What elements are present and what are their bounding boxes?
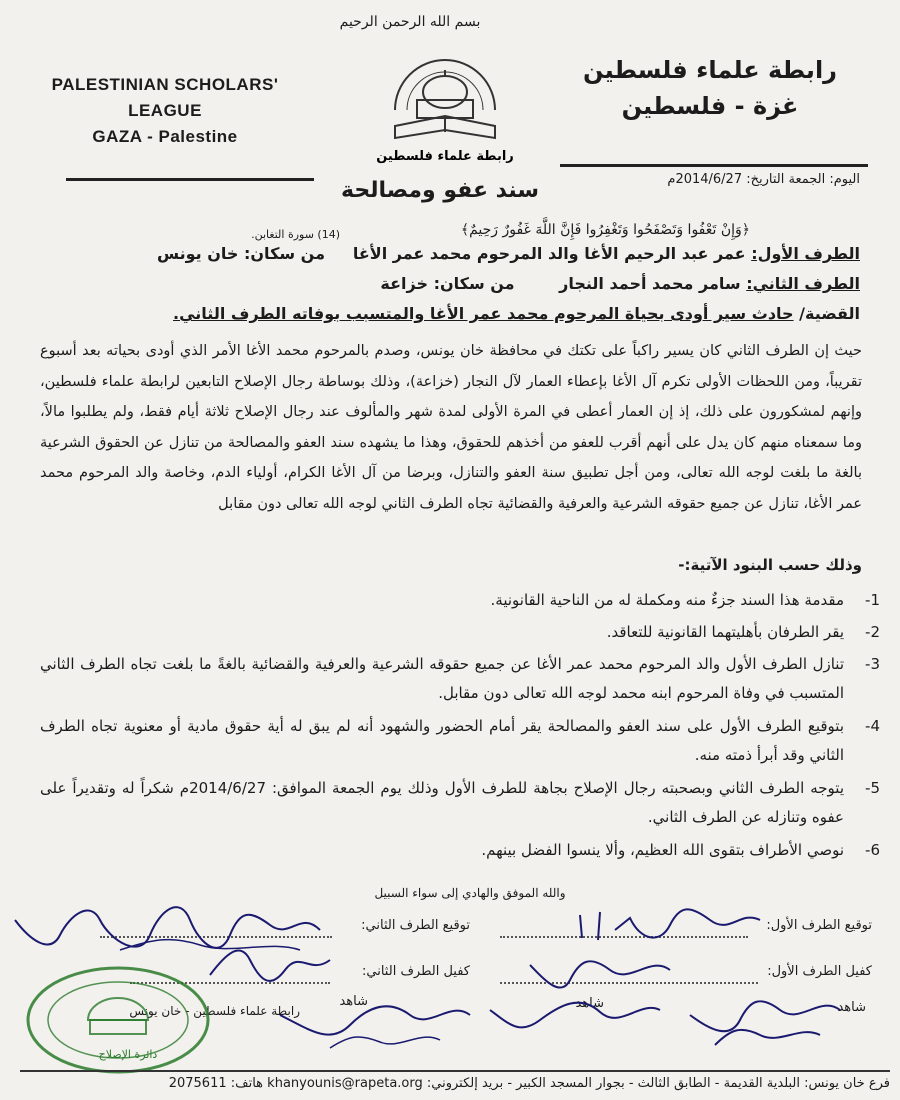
clause-text: نوصي الأطراف بتقوى الله العظيم، وألا ينسوا الفضل بينهم.	[481, 841, 844, 859]
document-date: اليوم: الجمعة التاريخ: 2014/6/27م	[667, 172, 860, 187]
document-title: سند عفو ومصالحة	[341, 178, 539, 203]
clause-number: 2-	[865, 623, 880, 641]
arabic-letterhead-line2: غزة - فلسطين	[621, 92, 799, 120]
clauses-heading: وذلك حسب البنود الآتية:-	[678, 556, 862, 574]
arabic-letterhead	[560, 52, 860, 124]
second-guarantor-label: كفيل الطرف الثاني:	[362, 964, 470, 979]
second-guarantor-signature	[200, 945, 340, 985]
clause-item	[40, 586, 880, 618]
english-letterhead-line1: PALESTINIAN SCHOLARS'	[51, 75, 279, 94]
verse-reference: (14) سورة التغابن.	[251, 228, 340, 241]
english-letterhead-line2: LEAGUE	[128, 101, 202, 120]
header-rule-right	[560, 164, 868, 167]
body-paragraph-text: حيث إن الطرف الثاني كان يسير راكباً على تكتك في محافظة خان يونس، وصدم بالمرحوم محمد الأغا الأمر الذي أودى بحياته بعد أسبوع تقريباً، ومن اللحظات الأولى تكرم آل الأغا بإعطاء العمار لآل النجار (خزاعة)، وذلك بوساطة رجال الإصلاح التابعين لرابطة علماء فلسطين، وإنهم لمشكورون على ذلك، إذ إن العمار أعطى في المرة الأولى لمدة شهر والمألوف عند رجال الإصلاح ثلاثة أيام فقط، ولم يطلبوا مالاً، وما سمعناه منهم كان يدل على أنهم أقرب للعفو من أخذهم للحقوق، وهذا ما يشهده سند العفو والمصالحة من تنازل عن الحقوق الشرعية بالغة ما بلغت لوجه الله تعالى، ومن أجل تطبيق سنة العفو والتنازل، وبرضا من آل الأغا الكرام، أولياء الدم، وخاصة والد المرحوم محمد عمر الأغا، تنازل عن جميع حقوقه الشرعية والعرفية والقضائية تجاه الطرف الثاني لوجه الله تعالى دون مقابل	[40, 343, 862, 512]
league-logo	[355, 40, 535, 170]
first-party-signature-label: توقيع الطرف الأول:	[766, 918, 872, 933]
clause-number: 1-	[865, 591, 880, 609]
english-letterhead	[40, 72, 290, 150]
clause-number: 3-	[865, 655, 880, 673]
stamp-caption: دائرة الإصلاح	[98, 1048, 158, 1061]
footer-address: فرع خان يونس: البلدية القديمة - الطابق الثالث - بجوار المسجد الكبير - بريد إلكتروني: khanyounis@rapeta.org هاتف: 2075611	[20, 1070, 890, 1091]
header-rule-left	[66, 178, 314, 181]
witness-signatures	[260, 990, 860, 1060]
second-party-residence: من سكان: خزاعة	[380, 274, 515, 293]
clause-text: يقر الطرفان بأهليتهما القانونية للتعاقد.	[606, 623, 844, 641]
first-guarantor-signature	[510, 950, 680, 990]
arabic-letterhead-line1: رابطة علماء فلسطين	[583, 56, 837, 84]
case-description: حادث سير أودى بحياة المرحوم محمد عمر الأغا والمتسبب بوفاته الطرف الثاني.	[173, 304, 794, 323]
witness-label: شاهد	[837, 1000, 866, 1015]
league-label: رابطة علماء فلسطين - خان يونس	[129, 1004, 300, 1018]
clause-text: مقدمة هذا السند جزءٌ منه ومكملة له من الناحية القانونية.	[490, 591, 844, 609]
league-stamp	[18, 960, 218, 1080]
first-guarantor-label: كفيل الطرف الأول:	[767, 964, 872, 979]
clause-item	[40, 774, 880, 836]
witness-label: شاهد	[339, 994, 368, 1009]
second-party-row	[380, 274, 860, 293]
logo-caption: رابطة علماء فلسطين	[376, 149, 514, 164]
clause-text: تنازل الطرف الأول والد المرحوم محمد عمر الأغا عن جميع حقوقه الشرعية والعرفية والقضائية بالغةً ما بلغت تجاه الطرف الثاني المتسبب في وفاة المرحوم ابنه محمد لوجه الله تعالى دون مقابل.	[40, 655, 844, 702]
first-party-name: عمر عبد الرحيم الأغا والد المرحوم محمد عمر الأغا	[352, 244, 746, 263]
case-label: القضية/	[799, 304, 860, 323]
clause-number: 5-	[865, 779, 880, 797]
english-letterhead-line3: GAZA - Palestine	[92, 127, 238, 146]
quran-verse: ﴿وَإِنْ تَعْفُوا وَتَصْفَحُوا وَتَغْفِرُوا فَإِنَّ اللَّهَ غَفُورٌ رَحِيمٌ﴾	[460, 222, 750, 238]
second-party-signature-label: توقيع الطرف الثاني:	[361, 918, 470, 933]
closing-phrase: والله الموفق والهادي إلى سواء السبيل	[374, 886, 566, 900]
clause-text: بتوقيع الطرف الأول على سند العفو والمصالحة يقر أمام الحضور والشهود أنه لم يبق له أية حقوق مادية أو معنوية تجاه الطرف الثاني وقد أبرأ ذمته منه.	[40, 717, 844, 764]
witness-label: شاهد	[575, 996, 604, 1011]
clause-item	[40, 650, 880, 712]
clause-number: 6-	[865, 841, 880, 859]
first-party-signature	[520, 900, 790, 950]
clauses-list	[40, 586, 880, 866]
second-party-name: سامر محمد أحمد النجار	[559, 274, 741, 293]
clause-number: 4-	[865, 717, 880, 735]
first-party-residence: من سكان: خان يونس	[157, 244, 325, 263]
first-party-label: الطرف الأول:	[751, 244, 860, 263]
body-paragraph	[40, 336, 862, 519]
first-party-row	[157, 244, 860, 263]
clause-item	[40, 836, 880, 866]
clause-item	[40, 712, 880, 774]
basmala: بسم الله الرحمن الرحيم	[339, 14, 481, 30]
second-party-label: الطرف الثاني:	[746, 274, 860, 293]
clause-item	[40, 618, 880, 650]
clause-text: يتوجه الطرف الثاني وبصحبته رجال الإصلاح بجاهة للطرف الأول وذلك يوم الجمعة الموافق: 2014/6/27م شكراً له وتقديراً على عفوه وتنازله عن الطرف الثاني.	[40, 779, 844, 826]
case-row	[173, 304, 860, 323]
